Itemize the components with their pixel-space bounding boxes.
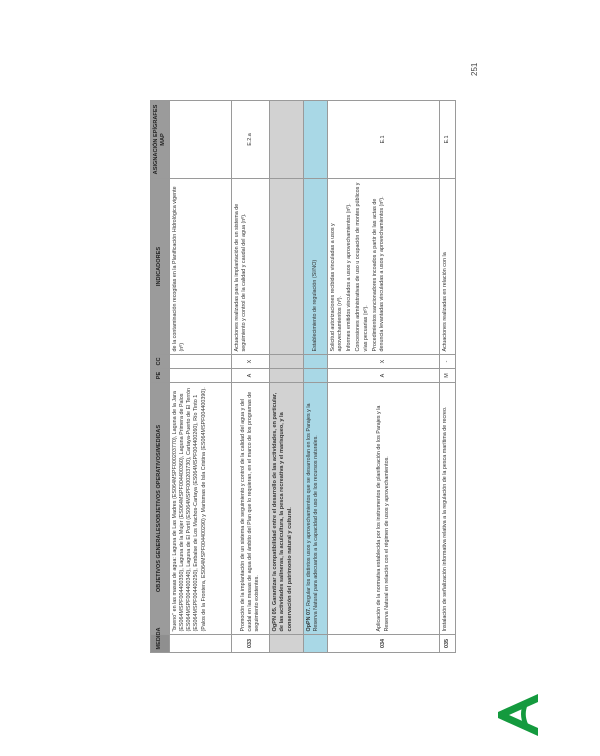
indicator-item: Solicitud autorizaciones recibidas vinculadas a usos y aprovechamientos (nº). xyxy=(329,223,343,352)
header-medida: MEDIDA xyxy=(151,635,170,653)
medida-cell xyxy=(170,635,232,653)
medida-cell: 035 xyxy=(440,635,456,653)
objective-spacer xyxy=(270,635,304,653)
op-description: Regular los distintos usos y aprovechamientos que se desarrollan en los Parajes y la Reserva Natural para adecuarlos a la capacidad de uso de los recursos naturales. xyxy=(305,403,319,632)
cc-cell: X xyxy=(232,355,270,369)
header-cc: CC xyxy=(151,355,170,369)
op-text xyxy=(304,383,328,635)
indicator-text: Actuaciones realizadas para la implantación de un sistema de seguimiento y control de la calidad y caudal del agua (nº). xyxy=(232,179,270,355)
pe-cell: A xyxy=(232,369,270,383)
pe-cell xyxy=(170,369,232,383)
measure-text: Aplicación de la normativa establecida por los instrumentos de planificación de los Parajes y la Reserva Natural en relación con el régimen de usos y aprovechamientos. xyxy=(328,383,440,635)
header-indicadores: INDICADORES xyxy=(151,179,170,355)
asignacion-cell: E.1 xyxy=(440,101,456,179)
indicator-item: Informes emitidos vinculados a usos y aprovechamientos (nº). xyxy=(346,203,353,352)
indicator-text: Actuaciones realizadas en relación con la xyxy=(440,179,456,355)
op-spacer xyxy=(304,635,328,653)
measures-table xyxy=(150,100,456,653)
cc-cell: X xyxy=(328,355,440,369)
pe-cell: A xyxy=(328,369,440,383)
asignacion-cell: E.2.a xyxy=(232,101,270,179)
table-row xyxy=(440,101,456,653)
medida-cell: 034 xyxy=(328,635,440,653)
op-code: OpPN 07. xyxy=(305,607,312,632)
header-objetivos: OBJETIVOS GENERALES/OBJETIVOS OPERATIVOS/MEDIDAS xyxy=(151,383,170,635)
objective-row xyxy=(270,101,304,653)
operational-objective-row xyxy=(304,101,328,653)
page-number: 251 xyxy=(470,62,479,76)
op-indicator: Establecimiento de regulación (SI/NO) xyxy=(304,179,328,355)
table-row xyxy=(328,101,440,653)
junta-andalucia-logo xyxy=(492,690,544,742)
cc-cell xyxy=(170,355,232,369)
measure-text: Instalación de señalización informativa relativa a la regulación de la pesca marítima de recreo. xyxy=(440,383,456,635)
table-row xyxy=(170,101,232,653)
cc-cell: - xyxy=(440,355,456,369)
medida-cell: 033 xyxy=(232,635,270,653)
measure-text: Promoción de la implantación de un sistema de seguimiento y control de la calidad del agua y del caudal en las masas de agua del ámbito del Plan que lo requieran, en el marco de los programas de seguimiento existentes. xyxy=(232,383,270,635)
pe-cell: M xyxy=(440,369,456,383)
indicator-item: Procedimientos sancionadores incoados a partir de las actas de denuncia levantadas vinculadas a usos y aprovechamientos (nº). xyxy=(372,196,386,352)
asignacion-cell xyxy=(170,101,232,179)
indicator-item: Concesiones administrativas de uso u ocupación de montes públicos y vías pecuarias (nº). xyxy=(355,182,369,352)
indicator-text: de la contaminación recogidas en la Planificación Hidrológica vigente (nº) xyxy=(170,179,232,355)
asignacion-cell: E.1 xyxy=(328,101,440,179)
table-row xyxy=(232,101,270,653)
header-asignacion: ASIGNACIÓN EPÍGRAFES MAP xyxy=(151,101,170,179)
table-header-row xyxy=(151,101,170,653)
objective-text: OgPN 05. Garantizar la compatibilidad entre el desarrollo de las actividades, en particular, de las actividades salineras, la acuicultura, la pesca recreativa y el marisqueo, y la conservación del patrimonio natural y cultural. xyxy=(270,383,304,635)
measure-text: “bueno” en las masas de agua: Laguna de Las Madres (ES064MSPF000203770), Laguna de la Jara (ES064MSPF004400350), Laguna de la Mujer (ES064MSPF004400360), Laguna Primera de Palos (ES064MSPF004400340), Laguna de El Portil (ES064MSPF000203730), Cartaya-Puerto de El Terrón (ES064MSPF004400250), Embalse de Los Machos-Cartaya (ES064MSPF004400260), Río Tinto 1 (Palos de la Frontera, ES064MSPF004400290) y Marismas de Isla Cristina (ES064MSPF004400390). xyxy=(170,383,232,635)
header-pe: PE xyxy=(151,369,170,383)
indicator-list xyxy=(328,179,440,355)
